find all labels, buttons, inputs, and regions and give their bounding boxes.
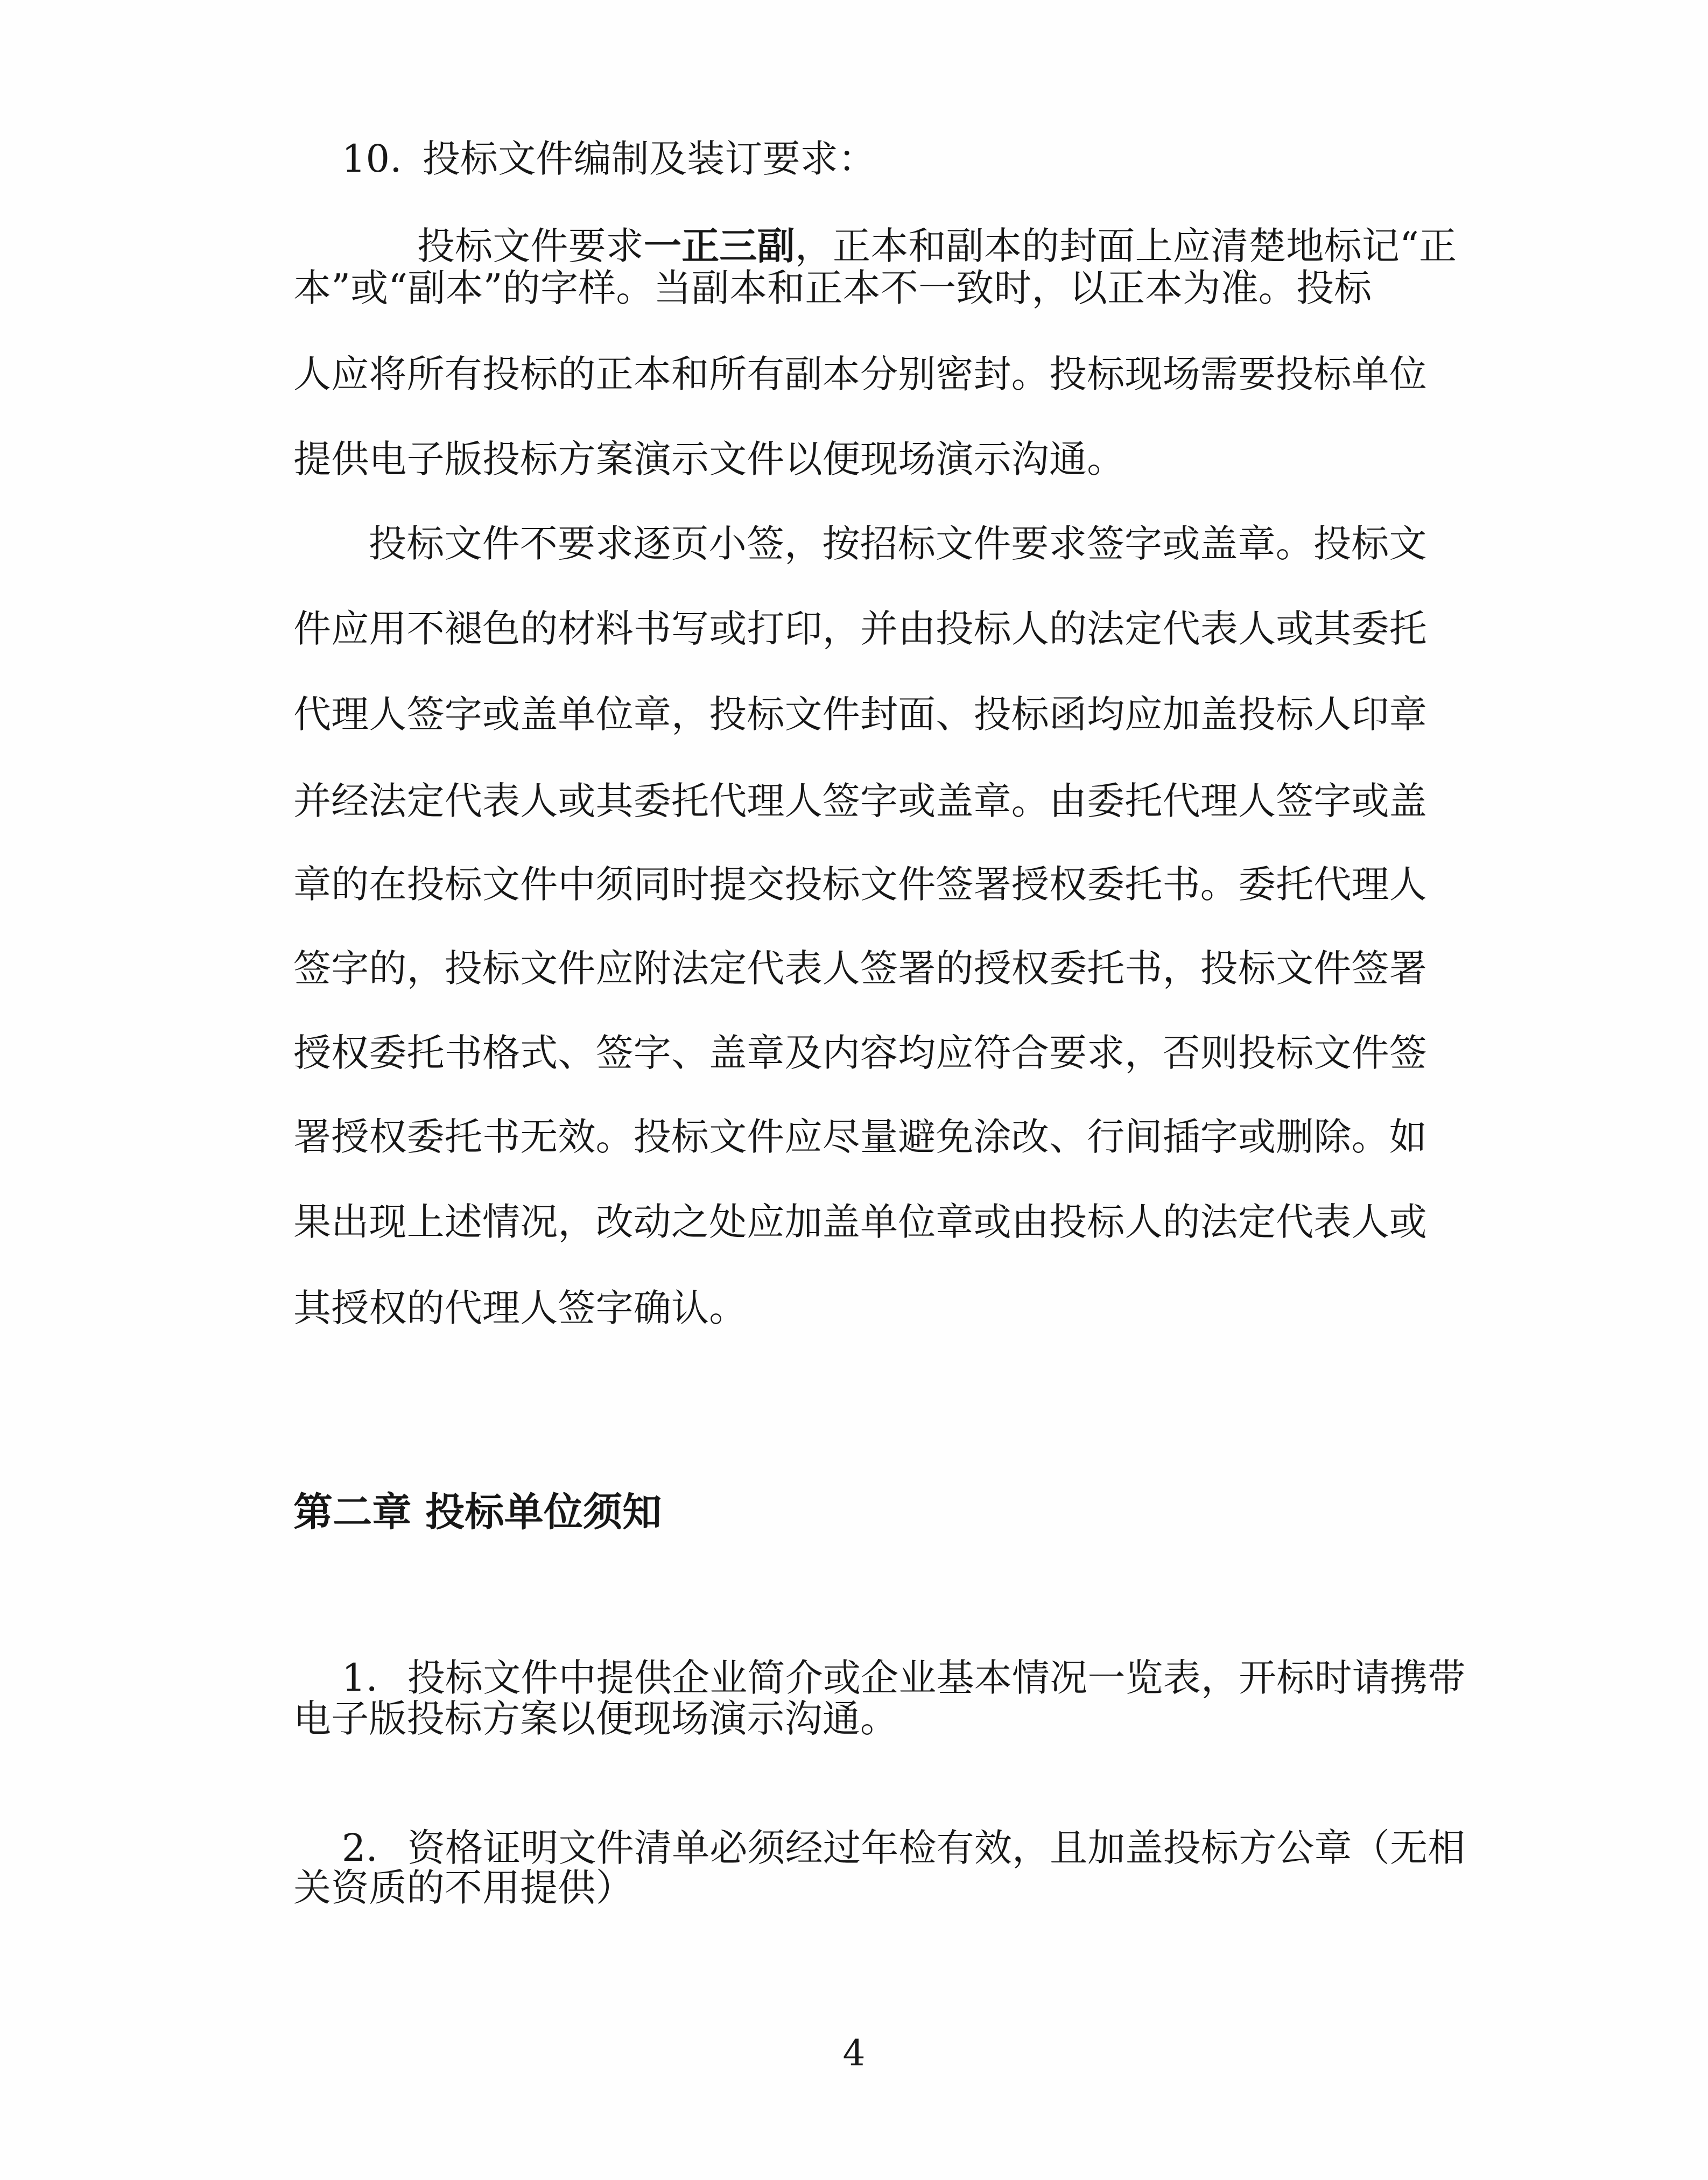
item-2-text: 资格证明文件清单必须经过年检有效，且加盖投标方公章（无相 bbox=[407, 1826, 1466, 1870]
clause-10-title: 投标文件编制及装订要求： bbox=[422, 137, 876, 181]
item-2-line2: 关资质的不用提供） bbox=[293, 1866, 634, 1910]
item-2-number: 2. bbox=[341, 1826, 378, 1870]
para2-line8: 署授权委托书无效。投标文件应尽量避免涂改、行间插字或删除。如 bbox=[293, 1115, 1427, 1159]
item-1-number: 1. bbox=[341, 1656, 378, 1700]
para2-line6: 签字的，投标文件应附法定代表人签署的授权委托书，投标文件签署 bbox=[293, 946, 1427, 990]
item-1-line2: 电子版投标方案以便现场演示沟通。 bbox=[293, 1697, 898, 1741]
chapter-2-title: 第二章 投标单位须知 bbox=[293, 1489, 662, 1535]
para1-line4: 提供电子版投标方案演示文件以便现场演示沟通。 bbox=[293, 437, 1125, 481]
para2-line9: 果出现上述情况，改动之处应加盖单位章或由投标人的法定代表人或 bbox=[293, 1200, 1427, 1244]
para2-line5: 章的在投标文件中须同时提交投标文件签署授权委托书。委托代理人 bbox=[293, 862, 1427, 906]
para1-line1-post: ，正本和副本的封面上应清楚地标记“正 bbox=[795, 224, 1457, 268]
item-1-text: 投标文件中提供企业简介或企业基本情况一览表，开标时请携带 bbox=[407, 1656, 1466, 1700]
para1-line1-bold: 一正三副 bbox=[644, 223, 795, 268]
page-number: 4 bbox=[842, 2033, 866, 2074]
para1-line1-pre: 投标文件要求 bbox=[417, 224, 644, 268]
para1-line2: 本”或“副本”的字样。当副本和正本不一致时，以正本为准。投标 bbox=[293, 266, 1372, 310]
para2-line2: 件应用不褪色的材料书写或打印，并由投标人的法定代表人或其委托 bbox=[293, 607, 1427, 651]
clause-10-number: 10. bbox=[341, 137, 402, 181]
para2-line4: 并经法定代表人或其委托代理人签字或盖章。由委托代理人签字或盖 bbox=[293, 779, 1427, 823]
para2-line10: 其授权的代理人签字确认。 bbox=[293, 1286, 747, 1330]
para2-line7: 授权委托书格式、签字、盖章及内容均应符合要求，否则投标文件签 bbox=[293, 1031, 1427, 1075]
para2-line1: 投标文件不要求逐页小签，按招标文件要求签字或盖章。投标文 bbox=[369, 522, 1427, 566]
para2-line3: 代理人签字或盖单位章，投标文件封面、投标函均应加盖投标人印章 bbox=[293, 692, 1427, 736]
para1-line3: 人应将所有投标的正本和所有副本分别密封。投标现场需要投标单位 bbox=[293, 352, 1427, 396]
